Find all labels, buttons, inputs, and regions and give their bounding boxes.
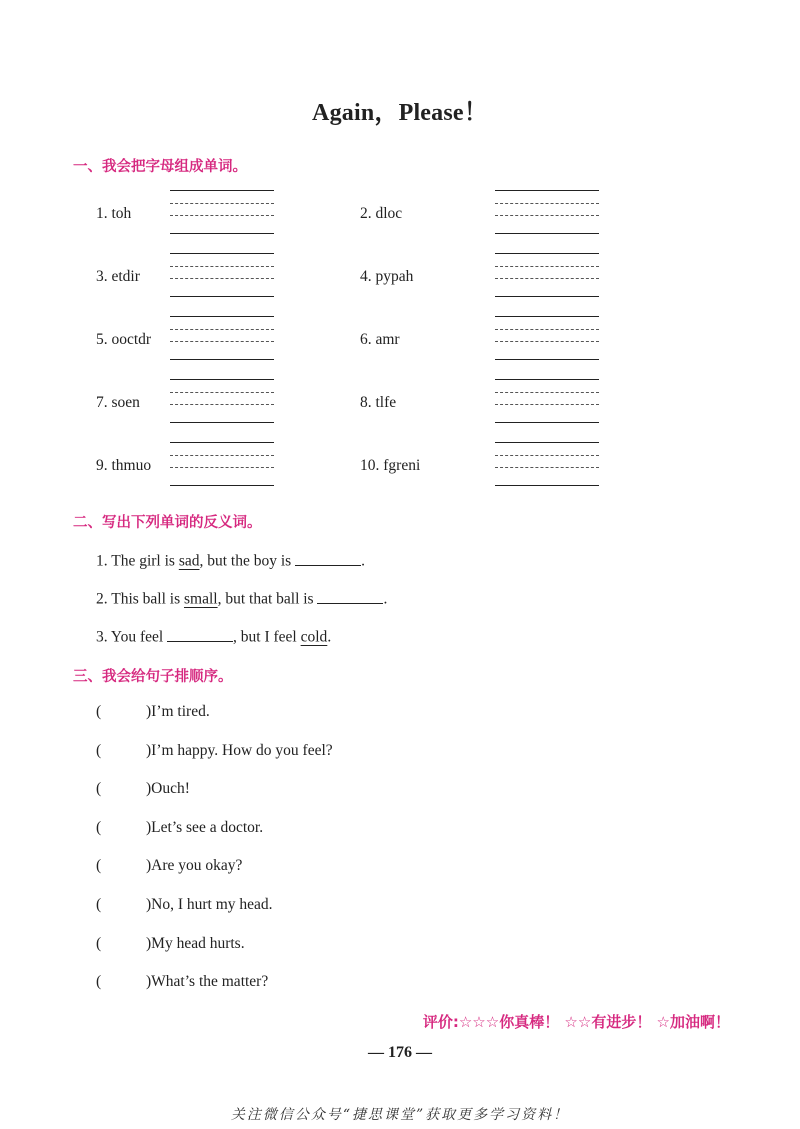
grid-solid-line (495, 359, 599, 360)
grid-solid-line (495, 296, 599, 297)
grid-dashed-line (495, 266, 599, 267)
order-answer-slot[interactable]: ( (96, 818, 102, 836)
grid-dashed-line (170, 467, 274, 468)
scramble-item-label: 1. toh (96, 205, 132, 222)
grid-dashed-line (170, 266, 274, 267)
grid-dashed-line (495, 455, 599, 456)
grid-solid-line (495, 253, 599, 254)
page-number: — 176 — (368, 1044, 432, 1061)
grid-dashed-line (170, 455, 274, 456)
section-3-heading: 三、我会给句子排顺序。 (73, 669, 233, 685)
scramble-item-label: 3. etdir (96, 268, 140, 285)
grid-solid-line (170, 485, 274, 486)
order-row (96, 703, 210, 721)
scramble-item-label: 6. amr (360, 331, 400, 348)
antonym-sentence-1 (96, 549, 365, 571)
order-sentence: )Are you okay? (146, 857, 243, 875)
given-word: small (183, 590, 218, 608)
writing-grid[interactable] (495, 190, 599, 234)
given-word: sad (178, 552, 200, 570)
grid-dashed-line (495, 404, 599, 405)
sentence-middle: , but I feel (233, 628, 301, 646)
page-title: Again，Please！ (312, 100, 488, 126)
sentence-end: . (327, 628, 332, 646)
order-answer-slot[interactable]: ( (96, 973, 102, 991)
sentence-middle: , but the boy is (199, 552, 296, 570)
scramble-item-label: 5. ooctdr (96, 331, 152, 348)
scramble-item-label: 7. soen (96, 394, 140, 411)
order-sentence: )No, I hurt my head. (146, 896, 273, 913)
grid-dashed-line (495, 278, 599, 279)
order-answer-slot[interactable]: ( (96, 780, 102, 798)
writing-grid[interactable] (170, 253, 274, 297)
answer-blank[interactable] (317, 587, 383, 604)
grid-solid-line (170, 296, 274, 297)
grid-dashed-line (495, 392, 599, 393)
order-row (96, 819, 263, 837)
order-sentence: )Let’s see a doctor. (146, 818, 264, 836)
order-sentence: )Ouch! (146, 780, 190, 798)
scramble-item-label: 9. thmuo (96, 457, 152, 474)
order-sentence: )I’m happy. How do you feel? (146, 741, 333, 759)
sentence-end: . (361, 552, 365, 570)
answer-blank[interactable] (167, 625, 233, 642)
order-sentence: )What’s the matter? (146, 973, 269, 991)
grid-solid-line (495, 485, 599, 486)
section-1-heading: 一、我会把字母组成单词。 (73, 159, 247, 175)
antonym-sentence-3 (96, 625, 331, 647)
scramble-item-label: 2. dloc (360, 205, 403, 222)
footer-note: 关注微信公众号“捷思课堂”获取更多学习资料！ (230, 1107, 570, 1123)
writing-grid[interactable] (495, 316, 599, 360)
order-row (96, 973, 268, 991)
sentence-prefix: 3. You feel (96, 628, 168, 646)
sentence-end: . (383, 590, 388, 608)
sentence-prefix: 1. The girl is (96, 552, 179, 570)
grid-solid-line (170, 253, 274, 254)
writing-grid[interactable] (495, 379, 599, 423)
grid-solid-line (170, 316, 274, 317)
writing-grid[interactable] (170, 316, 274, 360)
order-row (96, 742, 333, 760)
writing-grid[interactable] (495, 442, 599, 486)
grid-solid-line (170, 190, 274, 191)
grid-dashed-line (170, 392, 274, 393)
given-word: cold (300, 628, 328, 646)
grid-dashed-line (495, 467, 599, 468)
grid-dashed-line (170, 341, 274, 342)
scramble-item-label: 10. fgreni (360, 457, 421, 474)
section-2-heading: 二、写出下列单词的反义词。 (73, 515, 262, 531)
grid-dashed-line (495, 203, 599, 204)
antonym-sentence-2 (96, 587, 387, 609)
writing-grid[interactable] (170, 190, 274, 234)
grid-solid-line (170, 422, 274, 423)
order-row (96, 935, 245, 953)
grid-dashed-line (170, 215, 274, 216)
writing-grid[interactable] (170, 379, 274, 423)
sentence-prefix: 2. This ball is (96, 590, 184, 608)
grid-solid-line (495, 442, 599, 443)
order-answer-slot[interactable]: ( (96, 741, 102, 759)
writing-grid[interactable] (495, 253, 599, 297)
grid-dashed-line (170, 278, 274, 279)
writing-grid[interactable] (170, 442, 274, 486)
grid-dashed-line (170, 404, 274, 405)
order-row (96, 780, 190, 798)
grid-dashed-line (495, 215, 599, 216)
order-answer-slot[interactable]: ( (96, 934, 102, 952)
grid-dashed-line (170, 329, 274, 330)
order-row (96, 896, 273, 914)
order-row (96, 857, 242, 875)
order-answer-slot[interactable]: ( (96, 857, 102, 875)
grid-solid-line (170, 379, 274, 380)
scramble-item-label: 8. tlfe (360, 394, 397, 411)
grid-solid-line (495, 379, 599, 380)
order-answer-slot[interactable]: ( (96, 703, 102, 720)
grid-solid-line (495, 190, 599, 191)
rating-line: 评价:☆☆☆你真棒！ ☆☆有进步！ ☆加油啊！ (422, 1013, 730, 1031)
sentence-middle: , but that ball is (217, 590, 318, 608)
order-answer-slot[interactable]: ( (96, 896, 102, 913)
grid-solid-line (170, 442, 274, 443)
answer-blank[interactable] (295, 549, 361, 566)
grid-solid-line (495, 316, 599, 317)
order-sentence: )My head hurts. (146, 934, 245, 952)
scramble-item-label: 4. pypah (360, 268, 414, 285)
grid-solid-line (495, 233, 599, 234)
grid-solid-line (170, 233, 274, 234)
grid-solid-line (495, 422, 599, 423)
order-sentence: )I’m tired. (146, 703, 210, 720)
grid-dashed-line (495, 329, 599, 330)
grid-solid-line (170, 359, 274, 360)
grid-dashed-line (495, 341, 599, 342)
grid-dashed-line (170, 203, 274, 204)
